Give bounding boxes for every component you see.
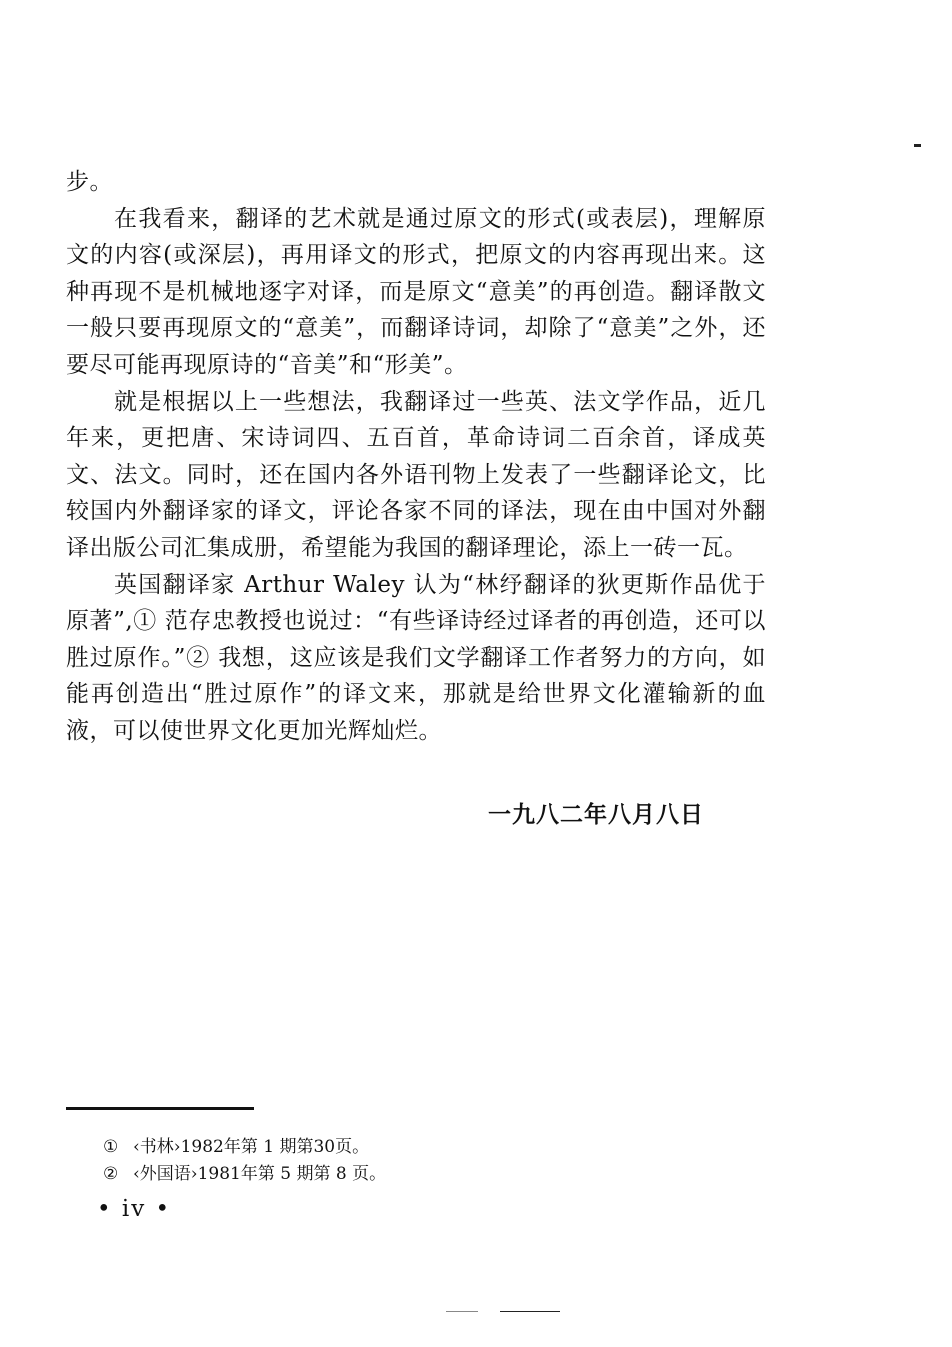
signature-date: 一九八二年八月八日 [488, 802, 704, 828]
scan-speck [500, 1311, 560, 1312]
paragraph-translation-work: 就是根据以上一些想法，我翻译过一些英、法文学作品，近几年来，更把唐、宋诗词四、五百首，革命诗词二百余首，译成英文、法文。同时，还在国内各外语刊物上发表了一些翻译论文，比较国内外翻译家的译文，评论各家不同的译法，现在由中国对外翻译出版公司汇集成册，希望能为我国的翻译理论，添上一砖一瓦。 [66, 388, 766, 561]
footnote-text: ‹外国语›1981年第 5 期第 8 页。 [133, 1164, 387, 1184]
footnote-item [103, 1161, 386, 1188]
paragraph-translation-art: 在我看来，翻译的艺术就是通过原文的形式(或表层)，理解原文的内容(或深层)，再用译文的形式，把原文的内容再现出来。这种再现不是机械地逐字对译，而是原文“意美”的再创造。翻译散文一般只要再现原文的“意美”，而翻译诗词，却除了“意美”之外，还要尽可能再现原诗的“音美”和“形美”。 [66, 205, 766, 378]
footnote-marker: ① [103, 1137, 119, 1157]
footnote-divider [66, 1107, 254, 1110]
scan-speck [914, 144, 921, 147]
footnote-text: ‹书林›1982年第 1 期第30页。 [133, 1137, 370, 1157]
paragraph-continuation: 步。 [66, 169, 113, 195]
page-number: • iv • [97, 1196, 172, 1222]
footnote-marker: ② [103, 1164, 119, 1184]
footnotes [103, 1134, 386, 1188]
scan-speck [446, 1311, 478, 1312]
paragraph-waley-quote: 英国翻译家 Arthur Waley 认为“林纾翻译的狄更斯作品优于原著”,① 范存忠教授也说过：“有些译诗经过译者的再创造，还可以胜过原作。”② 我想，这应该是我们文学翻译工作者努力的方向，如能再创造出“胜过原作”的译文来，那就是给世界文化灌输新的血液，可以使世界文化更加光辉灿烂。 [66, 571, 766, 744]
body-text [66, 164, 766, 750]
footnote-item [103, 1134, 386, 1161]
